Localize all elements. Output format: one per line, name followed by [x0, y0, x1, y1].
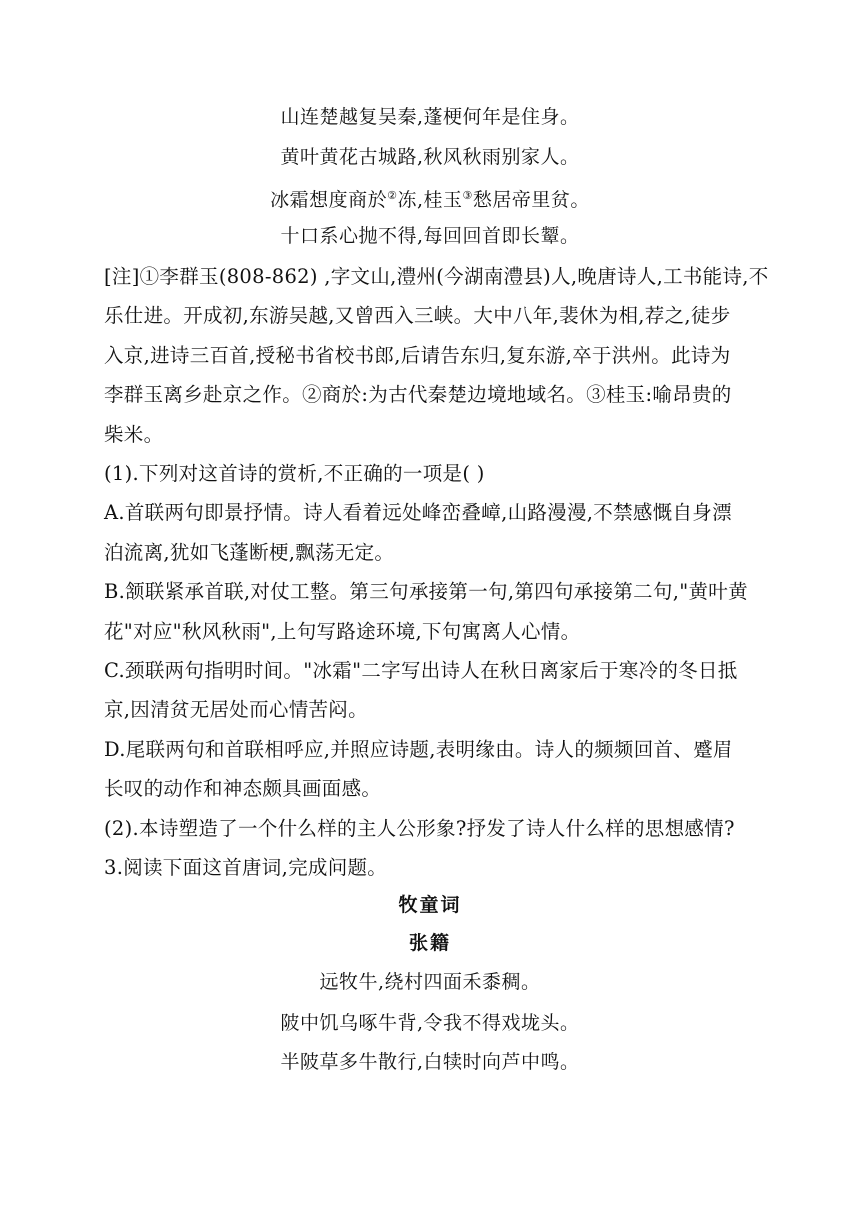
option-a-row: 泊流离,犹如飞蓬断梗,飘荡无定。 — [104, 540, 395, 564]
poem-title: 牧童词 — [398, 894, 462, 916]
note-row: 入京,进诗三百首,授秘书省校书郎,后请告东归,复东游,卒于洪州。此诗为 — [104, 343, 731, 367]
annotation-note — [104, 257, 769, 454]
poem-author: 张籍 — [408, 932, 451, 954]
note-row: 乐仕进。开成初,东游吴越,又曾西入三峡。大中八年,裴休为相,荐之,徒步 — [104, 304, 731, 328]
question-1 — [104, 454, 756, 887]
note-row: 柴米。 — [104, 422, 164, 446]
poem2-line-2: 陂中饥乌啄牛背,令我不得戏垅头。 — [280, 1012, 580, 1034]
note-row: [注]①李群玉(808-862) ,字文山,澧州(今湖南澧县)人,晚唐诗人,工书能诗,不 — [104, 265, 769, 288]
footnote-marker-2: ② — [387, 189, 398, 202]
question-2: (2).本诗塑造了一个什么样的主人公形象?抒发了诗人什么样的思想感情? — [104, 816, 735, 840]
poem-line-1: 山连楚越复吴秦,蓬梗何年是住身。 — [280, 106, 580, 128]
option-d-row: D.尾联两句和首联相呼应,并照应诗题,表明缘由。诗人的频频回首、蹙眉 — [104, 737, 733, 761]
option-d-row: 长叹的动作和神态颇具画面感。 — [104, 777, 382, 801]
question-3: 3.阅读下面这首唐词,完成问题。 — [104, 855, 388, 879]
option-c-row: 京,因清贫无居处而心情苦闷。 — [104, 698, 368, 722]
option-b-row: 花"对应"秋风秋雨",上句写路途环境,下句寓离人心情。 — [104, 619, 581, 643]
question-1-stem: (1).下列对这首诗的赏析,不正确的一项是( ) — [104, 462, 485, 485]
poem-line-3-part3: 愁居帝里贫。 — [472, 189, 590, 211]
poem-line-3 — [0, 181, 860, 215]
poem-line-2: 黄叶黄花古城路,秋风秋雨别家人。 — [280, 146, 580, 168]
option-b-row: B.颔联紧承首联,对仗工整。第三句承接第一句,第四句承接第二句,"黄叶黄 — [104, 580, 748, 604]
poem2-line-1: 远牧牛,绕村四面禾黍稠。 — [319, 971, 541, 993]
poem-line-3-part2: 冻,桂玉 — [397, 189, 463, 211]
poem-line-3-part1: 冰霜想度商於 — [270, 189, 388, 211]
footnote-marker-3: ③ — [462, 189, 473, 202]
poem-line-4: 十口系心抛不得,每回回首即长颦。 — [280, 225, 580, 247]
note-row: 李群玉离乡赴京之作。②商於:为古代秦楚边境地域名。③桂玉:喻昂贵的 — [104, 383, 732, 407]
option-a-row: A.首联两句即景抒情。诗人看着远处峰峦叠嶂,山路漫漫,不禁感慨自身漂 — [104, 501, 732, 525]
option-c-row: C.颈联两句指明时间。"冰霜"二字写出诗人在秋日离家后于寒冷的冬日抵 — [104, 658, 738, 682]
poem2-line-3: 半陂草多牛散行,白犊时向芦中鸣。 — [280, 1051, 580, 1073]
